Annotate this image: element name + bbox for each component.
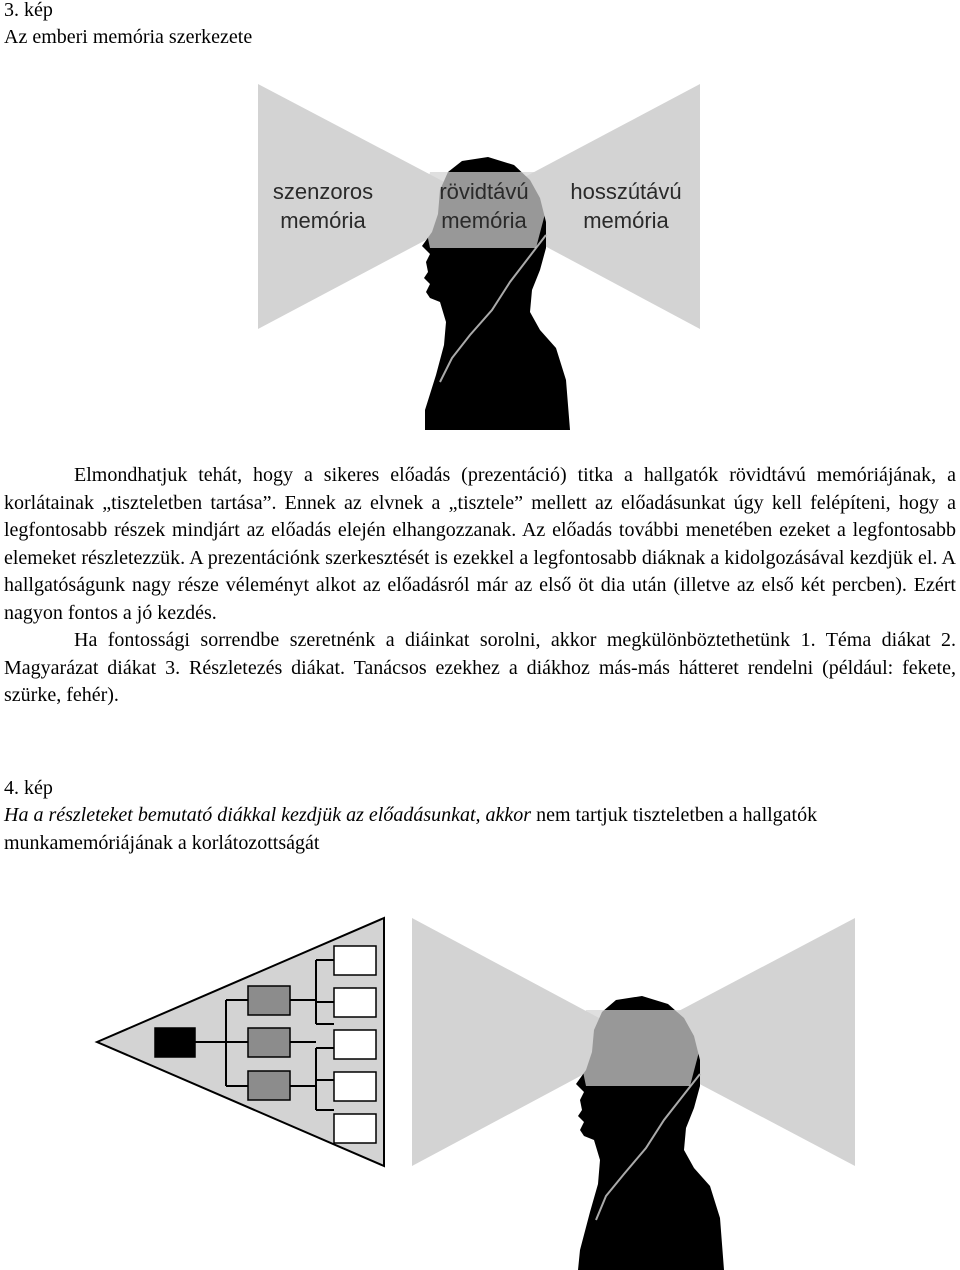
body-paragraph-2: Ha fontossági sorrendbe szeretnénk a diáinkat sorolni, akkor megkülönböztethetünk 1. Téma diákat 2. Magyarázat diákat 3. Részletezés diákat. Tanácsos ezekhez a diákhoz más-más hátteret rendelni (például: fekete, szürke, fehér). xyxy=(4,629,956,706)
figure3-number: 3. kép xyxy=(4,0,53,21)
body-paragraph-1: Elmondhatjuk tehát, hogy a sikeres előadás (prezentáció) titka a hallgatók rövidtávú memóriájának, a korlátainak „tiszteletben tartása”. Ennek az elvnek a „tisztele” mellett az előadásunkat úgy kell felépíteni, hogy a legfontosabb részek mindjárt az előadás elején elhangozzanak. Az előadás további menetében ezeket a legfontosabb elemeket részletezzük. A prezentációnk szerkesztését is ezekkel a legfontosabb diáknak a kidolgozásával kezdjük el. A hallgatóságunk nagy része véleményt alkot az előadásról már az első öt dia után (illetve az első két percben). Ezért nagyon fontos a jó kezdés. xyxy=(4,464,956,624)
figure3-title: Az emberi memória szerkezete xyxy=(4,26,253,48)
body-text xyxy=(4,462,956,710)
figure4-number: 4. kép xyxy=(4,777,53,799)
figure4-caption-italic: Ha a részleteket bemutató diákkal kezdjük az előadásunkat, akkor xyxy=(4,804,532,826)
shortterm-overlay-2 xyxy=(578,1010,700,1086)
figure4-caption xyxy=(4,802,956,857)
sensory-memory-label xyxy=(238,177,408,235)
theme-slide xyxy=(155,1028,195,1057)
longterm-memory-label xyxy=(541,177,711,235)
longterm-memory-label-line1: hosszútávú xyxy=(570,179,682,204)
longterm-memory-label-line2: memória xyxy=(583,208,669,233)
sensory-memory-label-line1: szenzoros xyxy=(272,179,374,204)
shortterm-memory-label-line1: rövidtávú xyxy=(439,179,529,204)
sensory-memory-label-line2: memória xyxy=(280,208,366,233)
slide-hierarchy-diagram xyxy=(0,900,960,1270)
memory-structure-diagram xyxy=(0,80,960,430)
explanation-slides xyxy=(248,986,290,1100)
figure4-caption-rest: nem tartjuk tiszteletben a hallgatók munkamemóriájának a korlátozottságát xyxy=(4,804,818,854)
shortterm-memory-label-line2: memória xyxy=(441,208,527,233)
detail-slides xyxy=(334,946,376,1143)
